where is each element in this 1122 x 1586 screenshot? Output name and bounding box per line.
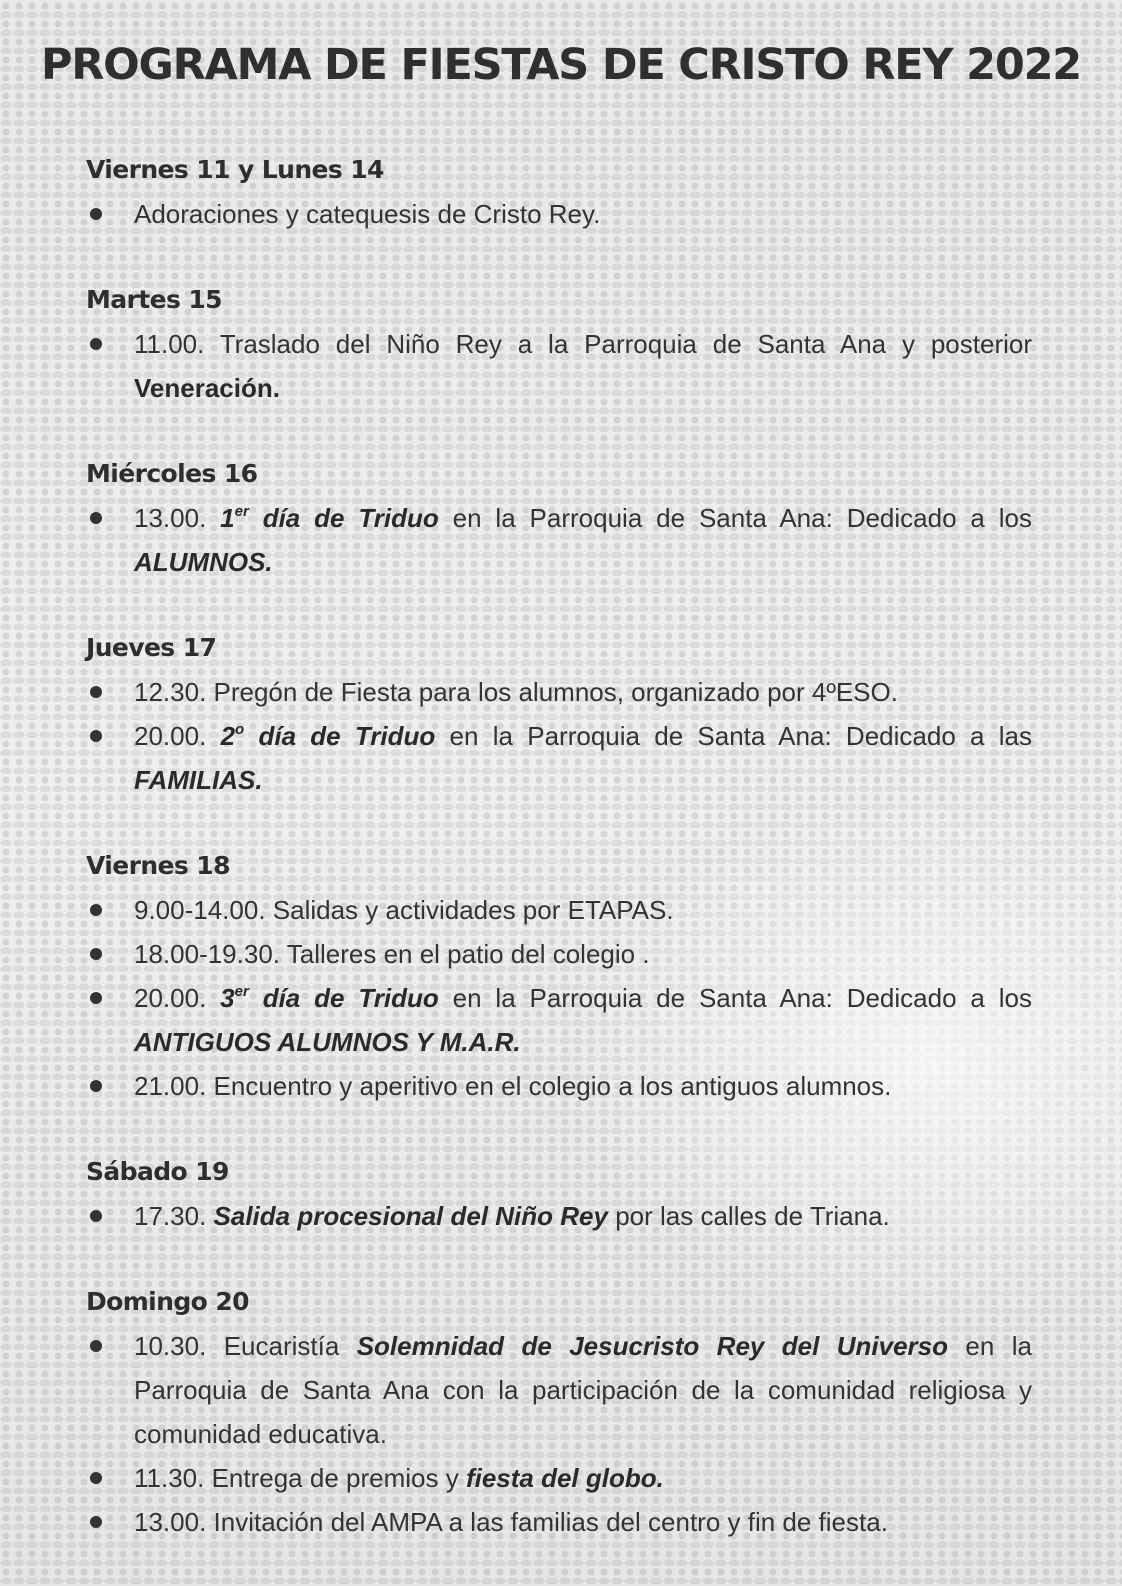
event-item (86, 1500, 1032, 1544)
event-text: 9.00-14.00. Salidas y actividades por ETAPAS. (134, 895, 674, 925)
triduo-ordinal: 2 (220, 721, 236, 751)
event-item (86, 714, 1032, 802)
dedication-label: FAMILIAS. (134, 765, 263, 795)
day-section (86, 148, 1032, 236)
triduo-label: día de Triduo (244, 721, 436, 751)
bullet-icon (90, 948, 102, 960)
bullet-icon (90, 1516, 102, 1528)
event-item (86, 932, 1032, 976)
event-item (86, 1064, 1032, 1108)
triduo-ordinal: 3 (220, 983, 235, 1013)
bullet-icon (90, 338, 102, 350)
event-time: 20.00. (134, 983, 221, 1013)
event-item (86, 1324, 1032, 1456)
day-section (86, 1280, 1032, 1544)
day-heading: Sábado 19 (86, 1157, 229, 1186)
day-section (86, 1150, 1032, 1238)
ordinal-suffix: er (234, 503, 249, 520)
bullet-icon (90, 208, 102, 220)
event-time: 11.30. Entrega de premios y (134, 1463, 466, 1493)
event-time: 13.00. (134, 503, 221, 533)
event-list (86, 1194, 1032, 1238)
event-list (86, 888, 1032, 1108)
event-text: 13.00. Invitación del AMPA a las familias del centro y fin de fiesta. (134, 1507, 888, 1537)
event-item (86, 670, 1032, 714)
day-heading: Viernes 11 y Lunes 14 (86, 155, 384, 184)
event-text: 12.30. Pregón de Fiesta para los alumnos, organizado por 4ºESO. (134, 677, 898, 707)
bullet-icon (90, 512, 102, 524)
bullet-icon (90, 686, 102, 698)
event-item (86, 976, 1032, 1064)
day-heading: Domingo 20 (86, 1287, 249, 1316)
event-text: en la Parroquia de Santa Ana: Dedicado a los (438, 503, 1032, 533)
event-text: en la Parroquia de Santa Ana con la participación de la comunidad religiosa y comunidad educativa. (134, 1331, 1032, 1449)
event-text: 21.00. Encuentro y aperitivo en el colegio a los antiguos alumnos. (134, 1071, 892, 1101)
event-item (86, 888, 1032, 932)
event-time: 17.30. (134, 1201, 214, 1231)
bullet-icon (90, 1080, 102, 1092)
day-heading: Miércoles 16 (86, 459, 258, 488)
day-heading: Jueves 17 (86, 633, 217, 662)
event-text: Adoraciones y catequesis de Cristo Rey. (134, 199, 601, 229)
event-emphasis: fiesta del globo. (465, 1463, 664, 1493)
bullet-icon (90, 1210, 102, 1222)
event-text: en la Parroquia de Santa Ana: Dedicado a los (438, 983, 1032, 1013)
event-list (86, 670, 1032, 802)
event-emphasis: Veneración. (134, 373, 280, 403)
day-heading: Viernes 18 (86, 851, 230, 880)
bullet-icon (90, 730, 102, 742)
bullet-icon (90, 1340, 102, 1352)
ordinal-suffix: er (234, 983, 249, 1000)
event-item (86, 1194, 1032, 1238)
event-text: en la Parroquia de Santa Ana: Dedicado a las (435, 721, 1033, 751)
event-emphasis: Solemnidad de Jesucristo Rey del Universo (356, 1331, 949, 1361)
event-item (86, 496, 1032, 584)
event-time: 20.00. (134, 721, 221, 751)
event-list (86, 322, 1032, 410)
bullet-icon (90, 992, 102, 1004)
triduo-label: día de Triduo (248, 503, 439, 533)
event-emphasis: Salida procesional del Niño Rey (213, 1201, 608, 1231)
ordinal-suffix: o (235, 721, 245, 738)
event-text: por las calles de Triana. (607, 1201, 890, 1231)
bullet-icon (90, 1472, 102, 1484)
dedication-label: ALUMNOS. (134, 547, 273, 577)
event-time: 10.30. Eucaristía (134, 1331, 357, 1361)
event-text: 18.00-19.30. Talleres en el patio del colegio . (134, 939, 650, 969)
event-item (86, 1456, 1032, 1500)
event-text: 11.00. Traslado del Niño Rey a la Parroquia de Santa Ana y posterior (134, 329, 1032, 359)
event-item (86, 322, 1032, 410)
day-heading: Martes 15 (86, 285, 222, 314)
triduo-label: día de Triduo (248, 983, 439, 1013)
bullet-icon (90, 904, 102, 916)
day-section (86, 278, 1032, 410)
triduo-ordinal: 1 (220, 503, 235, 533)
schedule (86, 148, 1032, 1586)
day-section (86, 844, 1032, 1108)
event-list (86, 1324, 1032, 1544)
page-title: PROGRAMA DE FIESTAS DE CRISTO REY 2022 (40, 40, 1082, 90)
dedication-label: ANTIGUOS ALUMNOS Y M.A.R. (134, 1027, 521, 1057)
event-list (86, 496, 1032, 584)
event-list (86, 192, 1032, 236)
day-section (86, 452, 1032, 584)
event-item (86, 192, 1032, 236)
day-section (86, 626, 1032, 802)
